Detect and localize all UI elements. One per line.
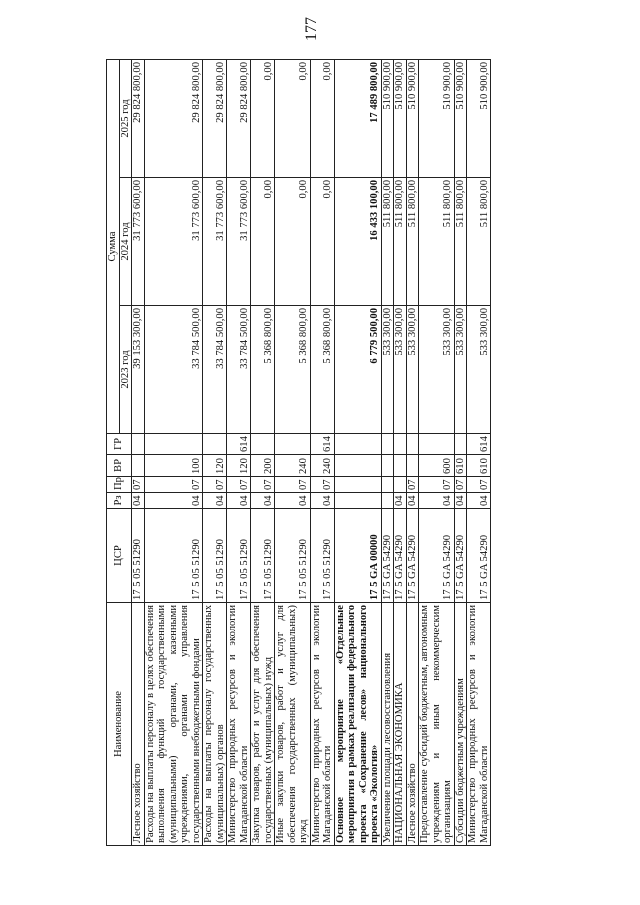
- cell-y2025: 29 824 800,00: [132, 59, 145, 177]
- cell-name: Закупка товаров, работ и услуг для обеспечения государственных (муниципальных) нужд: [251, 603, 275, 846]
- cell-csr: 17 5 GA 54290: [419, 509, 455, 603]
- cell-rz: 04: [227, 493, 251, 509]
- cell-csr: 17 5 05 51290: [275, 509, 311, 603]
- cell-rz: 04: [406, 493, 419, 509]
- cell-gr: 614: [227, 434, 251, 455]
- cell-vr: [132, 455, 145, 477]
- cell-csr: 17 5 05 51290: [203, 509, 227, 603]
- cell-y2024: 0,00: [310, 178, 334, 306]
- cell-y2024: 511 800,00: [381, 178, 394, 306]
- cell-name: Лесное хозяйство: [406, 603, 419, 846]
- cell-y2024: 16 433 100,00: [334, 178, 381, 306]
- table-row: [227, 59, 251, 845]
- cell-vr: 610: [454, 455, 467, 477]
- cell-y2023: 533 300,00: [394, 306, 407, 434]
- table-body: [132, 59, 491, 845]
- cell-y2025: 510 900,00: [467, 59, 491, 177]
- cell-y2024: 31 773 600,00: [132, 178, 145, 306]
- cell-y2023: 33 784 500,00: [227, 306, 251, 434]
- cell-y2024: 511 800,00: [419, 178, 455, 306]
- table-row: [334, 59, 381, 845]
- cell-gr: [381, 434, 394, 455]
- cell-y2025: 510 900,00: [394, 59, 407, 177]
- cell-vr: [381, 455, 394, 477]
- header-2025: 2025 год: [119, 59, 132, 177]
- header-2024: 2024 год: [119, 178, 132, 306]
- cell-csr: 17 5 GA 54290: [467, 509, 491, 603]
- cell-name: Иные закупки товаров, работ и услуг для обеспечения государственных (муниципальных) нужд: [275, 603, 311, 846]
- cell-pr: 07: [419, 477, 455, 493]
- cell-name: Министерство природных ресурсов и экологии Магаданской области: [467, 603, 491, 846]
- cell-name: Лесное хозяйство: [132, 603, 145, 846]
- cell-y2025: 510 900,00: [419, 59, 455, 177]
- cell-rz: [381, 493, 394, 509]
- cell-csr: 17 5 05 51290: [144, 509, 203, 603]
- table-row: [406, 59, 419, 845]
- cell-y2023: 5 368 800,00: [310, 306, 334, 434]
- cell-csr: 17 5 GA 54290: [381, 509, 394, 603]
- cell-csr: 17 5 05 51290: [132, 509, 145, 603]
- cell-rz: 04: [132, 493, 145, 509]
- table-row: [310, 59, 334, 845]
- cell-csr: 17 5 05 51290: [310, 509, 334, 603]
- cell-y2023: 533 300,00: [467, 306, 491, 434]
- cell-gr: [406, 434, 419, 455]
- cell-y2024: 31 773 600,00: [227, 178, 251, 306]
- cell-y2024: 511 800,00: [454, 178, 467, 306]
- cell-pr: 07: [275, 477, 311, 493]
- cell-y2023: 6 779 500,00: [334, 306, 381, 434]
- cell-pr: 07: [251, 477, 275, 493]
- table-row: [275, 59, 311, 845]
- cell-vr: 240: [310, 455, 334, 477]
- cell-y2025: 29 824 800,00: [227, 59, 251, 177]
- cell-y2024: 511 800,00: [406, 178, 419, 306]
- cell-y2023: 533 300,00: [454, 306, 467, 434]
- cell-rz: 04: [275, 493, 311, 509]
- cell-csr: 17 5 05 51290: [251, 509, 275, 603]
- header-2023: 2023 год: [119, 306, 132, 434]
- cell-rz: 04: [310, 493, 334, 509]
- cell-pr: 07: [203, 477, 227, 493]
- cell-gr: [144, 434, 203, 455]
- cell-y2025: 0,00: [275, 59, 311, 177]
- cell-rz: [334, 493, 381, 509]
- cell-vr: [334, 455, 381, 477]
- cell-y2023: 533 300,00: [381, 306, 394, 434]
- cell-rz: 04: [251, 493, 275, 509]
- cell-vr: 200: [251, 455, 275, 477]
- cell-gr: [275, 434, 311, 455]
- cell-vr: 600: [419, 455, 455, 477]
- cell-y2025: 510 900,00: [381, 59, 394, 177]
- cell-gr: [203, 434, 227, 455]
- cell-vr: 120: [203, 455, 227, 477]
- table-row: [144, 59, 203, 845]
- cell-rz: 04: [203, 493, 227, 509]
- cell-csr: 17 5 GA 54290: [454, 509, 467, 603]
- header-name: Наименование: [107, 603, 132, 846]
- cell-name: НАЦИОНАЛЬНАЯ ЭКОНОМИКА: [394, 603, 407, 846]
- table-row: [203, 59, 227, 845]
- cell-y2025: 510 900,00: [454, 59, 467, 177]
- cell-name: Увеличение площади лесовосстановления: [381, 603, 394, 846]
- rotated-page: [106, 60, 546, 846]
- cell-y2023: 533 300,00: [406, 306, 419, 434]
- cell-vr: 100: [144, 455, 203, 477]
- cell-csr: 17 5 GA 00000: [334, 509, 381, 603]
- cell-name: Расходы на выплаты персоналу в целях обеспечения выполнения функций государственными (муниципальными) органами, казенными учреждениями, органами управления государственными внебюджетными фондами: [144, 603, 203, 846]
- cell-rz: 04: [394, 493, 407, 509]
- table-header: [107, 59, 132, 845]
- cell-vr: 610: [467, 455, 491, 477]
- cell-y2025: 29 824 800,00: [144, 59, 203, 177]
- cell-pr: [334, 477, 381, 493]
- cell-y2024: 0,00: [251, 178, 275, 306]
- cell-csr: 17 5 GA 54290: [406, 509, 419, 603]
- cell-gr: 614: [467, 434, 491, 455]
- cell-y2023: 33 784 500,00: [144, 306, 203, 434]
- cell-y2024: 511 800,00: [394, 178, 407, 306]
- cell-y2024: 31 773 600,00: [203, 178, 227, 306]
- header-vr: ВР: [107, 455, 132, 477]
- cell-pr: 07: [406, 477, 419, 493]
- cell-y2024: 0,00: [275, 178, 311, 306]
- table-row: [394, 59, 407, 845]
- header-rz: Рз: [107, 493, 132, 509]
- cell-pr: 07: [454, 477, 467, 493]
- cell-rz: 04: [144, 493, 203, 509]
- cell-y2025: 29 824 800,00: [203, 59, 227, 177]
- cell-name: Основное мероприятие «Отдельные мероприятия в рамках реализации федерального проекта «Сохранение лесов» национального проекта «Экология»: [334, 603, 381, 846]
- cell-pr: 07: [227, 477, 251, 493]
- cell-y2025: 0,00: [310, 59, 334, 177]
- cell-rz: 04: [467, 493, 491, 509]
- cell-name: Предоставление субсидий бюджетным, автономным учреждениям и иным некоммерческим организациям: [419, 603, 455, 846]
- cell-vr: [406, 455, 419, 477]
- cell-y2023: 533 300,00: [419, 306, 455, 434]
- cell-gr: [132, 434, 145, 455]
- cell-gr: [419, 434, 455, 455]
- header-sum: Сумма: [107, 59, 120, 433]
- cell-gr: [334, 434, 381, 455]
- cell-pr: [394, 477, 407, 493]
- cell-gr: [454, 434, 467, 455]
- cell-y2024: 31 773 600,00: [144, 178, 203, 306]
- cell-name: Расходы на выплаты персоналу государственных (муниципальных) органов: [203, 603, 227, 846]
- cell-pr: 07: [144, 477, 203, 493]
- budget-table: [106, 59, 491, 846]
- header-gr: ГР: [107, 434, 132, 455]
- table-row: [419, 59, 455, 845]
- cell-name: Министерство природных ресурсов и экологии Магаданской области: [227, 603, 251, 846]
- cell-vr: [394, 455, 407, 477]
- cell-gr: [394, 434, 407, 455]
- page-number: 177: [303, 17, 320, 41]
- table-row: [454, 59, 467, 845]
- cell-name: Субсидии бюджетным учреждениям: [454, 603, 467, 846]
- table-row: [132, 59, 145, 845]
- cell-y2025: 0,00: [251, 59, 275, 177]
- cell-vr: 120: [227, 455, 251, 477]
- header-pr: Пр: [107, 477, 132, 493]
- header-csr: ЦСР: [107, 509, 132, 603]
- cell-y2024: 511 800,00: [467, 178, 491, 306]
- cell-pr: [381, 477, 394, 493]
- table-row: [381, 59, 394, 845]
- cell-rz: 04: [454, 493, 467, 509]
- cell-name: Министерство природных ресурсов и экологии Магаданской области: [310, 603, 334, 846]
- cell-y2023: 33 784 500,00: [203, 306, 227, 434]
- cell-y2023: 39 153 300,00: [132, 306, 145, 434]
- table-row: [251, 59, 275, 845]
- cell-gr: 614: [310, 434, 334, 455]
- cell-csr: 17 5 GA 54290: [394, 509, 407, 603]
- cell-vr: 240: [275, 455, 311, 477]
- cell-rz: 04: [419, 493, 455, 509]
- cell-pr: 07: [132, 477, 145, 493]
- cell-gr: [251, 434, 275, 455]
- cell-y2025: 17 489 800,00: [334, 59, 381, 177]
- cell-csr: 17 5 05 51290: [227, 509, 251, 603]
- cell-y2023: 5 368 800,00: [275, 306, 311, 434]
- cell-y2025: 510 900,00: [406, 59, 419, 177]
- cell-pr: 07: [467, 477, 491, 493]
- cell-pr: 07: [310, 477, 334, 493]
- table-row: [467, 59, 491, 845]
- cell-y2023: 5 368 800,00: [251, 306, 275, 434]
